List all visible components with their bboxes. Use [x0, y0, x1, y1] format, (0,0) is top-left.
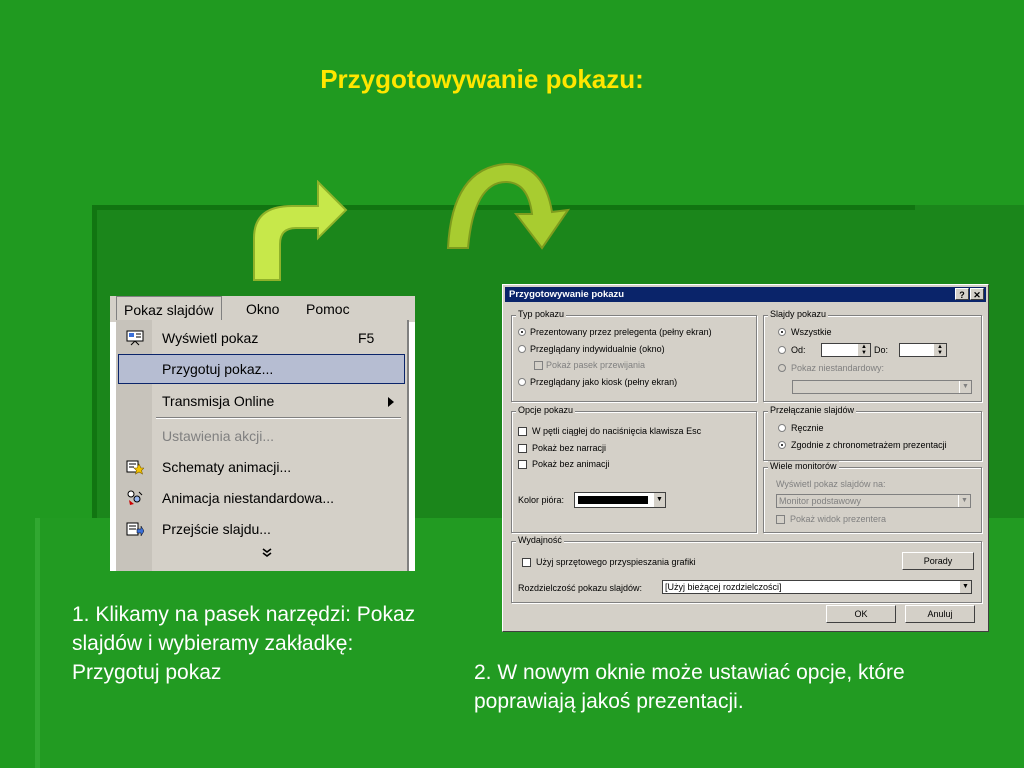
option-label: Wszystkie [791, 327, 832, 337]
menu-item-slide-transition[interactable] [118, 514, 405, 544]
set-up-show-dialog [502, 284, 989, 632]
slide-title: Przygotowywanie pokazu: [320, 64, 644, 94]
show-slides-group [763, 309, 982, 402]
menu-item-online-broadcast[interactable] [118, 386, 405, 416]
radio-presented-by-speaker[interactable] [518, 328, 526, 336]
from-slide-spinner[interactable] [821, 343, 871, 357]
radio-from-slide[interactable] [778, 346, 786, 354]
group-title: Przełączanie slajdów [770, 405, 855, 415]
custom-animation-icon [126, 490, 144, 506]
option-label: Ręcznie [791, 423, 824, 433]
help-button[interactable]: ? [955, 288, 969, 300]
menu-item-label: Animacja niestandardowa... [162, 490, 334, 506]
menu-item-label: Ustawienia akcji... [162, 428, 275, 444]
submenu-arrow-icon [388, 397, 394, 407]
menu-item-set-up-show[interactable] [118, 354, 405, 384]
monitor-dropdown [776, 494, 971, 508]
spinner-arrows-icon[interactable]: ▲ ▼ [858, 344, 870, 356]
performance-group [511, 535, 982, 603]
option-label: Zgodnie z chronometrażem prezentacji [791, 440, 947, 450]
dialog-title: Przygotowywanie pokazu [509, 289, 625, 300]
radio-all-slides[interactable] [778, 328, 786, 336]
option-label: Użyj sprzętowego przyspieszania grafiki [536, 557, 696, 567]
radio-custom-show [778, 364, 786, 372]
pen-color-swatch [578, 496, 648, 504]
to-slide-spinner[interactable] [899, 343, 947, 357]
dropdown-arrow-icon[interactable]: ▼ [959, 581, 971, 593]
checkbox-show-scrollbar [534, 361, 543, 370]
menubar [110, 296, 415, 322]
resolution-dropdown[interactable] [662, 580, 972, 594]
dropdown-arrow-icon: ▼ [958, 495, 970, 507]
menu-separator [156, 417, 401, 419]
caption-step-2: 2. W nowym oknie może ustawiać opcje, które poprawiają jakoś prezentacji. [474, 661, 905, 713]
dialog-titlebar [505, 287, 986, 302]
curved-arrow-icon [444, 160, 584, 252]
menu-item-view-show[interactable] [118, 323, 405, 353]
checkbox-no-narration[interactable] [518, 444, 527, 453]
dropdown-arrow-icon[interactable]: ▼ [653, 493, 665, 507]
option-label: W pętli ciągłej do naciśnięcia klawisza Esc [532, 426, 702, 436]
option-label: Od: [791, 345, 806, 355]
checkbox-hardware-acceleration[interactable] [522, 558, 531, 567]
radio-browsed-individual[interactable] [518, 345, 526, 353]
checkbox-loop[interactable] [518, 427, 527, 436]
monitor-value: Monitor podstawowy [779, 496, 862, 506]
slide-transition-icon [126, 521, 144, 537]
option-label: Przeglądany indywidualnie (okno) [530, 344, 665, 354]
group-title: Opcje pokazu [518, 405, 574, 415]
menu-item-label: Transmisja Online [162, 393, 275, 409]
radio-use-timings[interactable] [778, 441, 786, 449]
menu-item-action-settings [118, 421, 405, 451]
slideshow-dropdown [116, 320, 409, 571]
option-label: Do: [874, 345, 889, 355]
option-label: Pokaż bez narracji [532, 443, 607, 453]
menu-item-label: Schematy animacji... [162, 459, 292, 475]
group-title: Slajdy pokazu [770, 309, 827, 319]
menu-item-animation-schemes[interactable] [118, 452, 405, 482]
spinner-arrows-icon[interactable]: ▲ ▼ [934, 344, 946, 356]
tips-button[interactable]: Porady [902, 552, 974, 570]
advance-slides-group [763, 405, 982, 461]
menu-item-label: Przygotuj pokaz... [162, 361, 274, 377]
checkbox-no-animation[interactable] [518, 460, 527, 469]
group-title: Wiele monitorów [770, 461, 837, 471]
ok-button[interactable]: OK [826, 605, 896, 623]
animation-scheme-icon [126, 459, 144, 475]
menubar-help[interactable]: Pomoc [306, 301, 350, 317]
cancel-button[interactable]: Anuluj [905, 605, 975, 623]
menu-item-shortcut: F5 [358, 330, 375, 346]
menubar-window[interactable]: Okno [246, 301, 280, 317]
bent-arrow-icon [252, 180, 348, 282]
radio-kiosk[interactable] [518, 378, 526, 386]
option-label: Pokaz niestandardowy: [791, 363, 885, 373]
menu-item-label: Przejście slajdu... [162, 521, 271, 537]
radio-manual[interactable] [778, 424, 786, 432]
resolution-value: [Użyj bieżącej rozdzielczości] [665, 582, 782, 592]
menu-item-label: Wyświetl pokaz [162, 330, 259, 346]
caption-step-1: 1. Klikamy na pasek narzędzi: Pokaz slajdów i wybieramy zakładkę: Przygotuj pokaz [72, 603, 416, 684]
pen-color-label: Kolor pióra: [518, 495, 565, 505]
slideshow-icon [126, 330, 144, 346]
checkbox-presenter-view [776, 515, 785, 524]
option-label: Pokaż pasek przewijania [546, 360, 646, 370]
option-label: Przeglądany jako kiosk (pełny ekran) [530, 377, 678, 387]
option-label: Pokaż bez animacji [532, 459, 610, 469]
dropdown-arrow-icon: ▼ [959, 381, 971, 393]
option-label: Pokaż widok prezentera [790, 514, 887, 524]
expand-menu-chevron-icon[interactable] [262, 546, 272, 561]
group-title: Typ pokazu [518, 309, 565, 319]
background-lower-edge [35, 518, 40, 768]
option-label: Wyświetl pokaz slajdów na: [776, 479, 886, 489]
pen-color-dropdown[interactable] [574, 492, 666, 508]
menu-item-custom-animation[interactable] [118, 483, 405, 513]
menubar-slideshow[interactable]: Pokaz slajdów [116, 296, 222, 320]
multiple-monitors-group [763, 461, 982, 533]
group-title: Wydajność [518, 535, 562, 545]
resolution-label: Rozdzielczość pokazu slajdów: [518, 583, 643, 593]
show-options-group [511, 405, 757, 533]
show-type-group [511, 309, 757, 402]
slideshow-menu-screenshot [110, 296, 415, 571]
close-button[interactable]: ✕ [970, 288, 984, 300]
custom-show-dropdown [792, 380, 972, 394]
option-label: Prezentowany przez prelegenta (pełny ekran) [530, 327, 712, 337]
